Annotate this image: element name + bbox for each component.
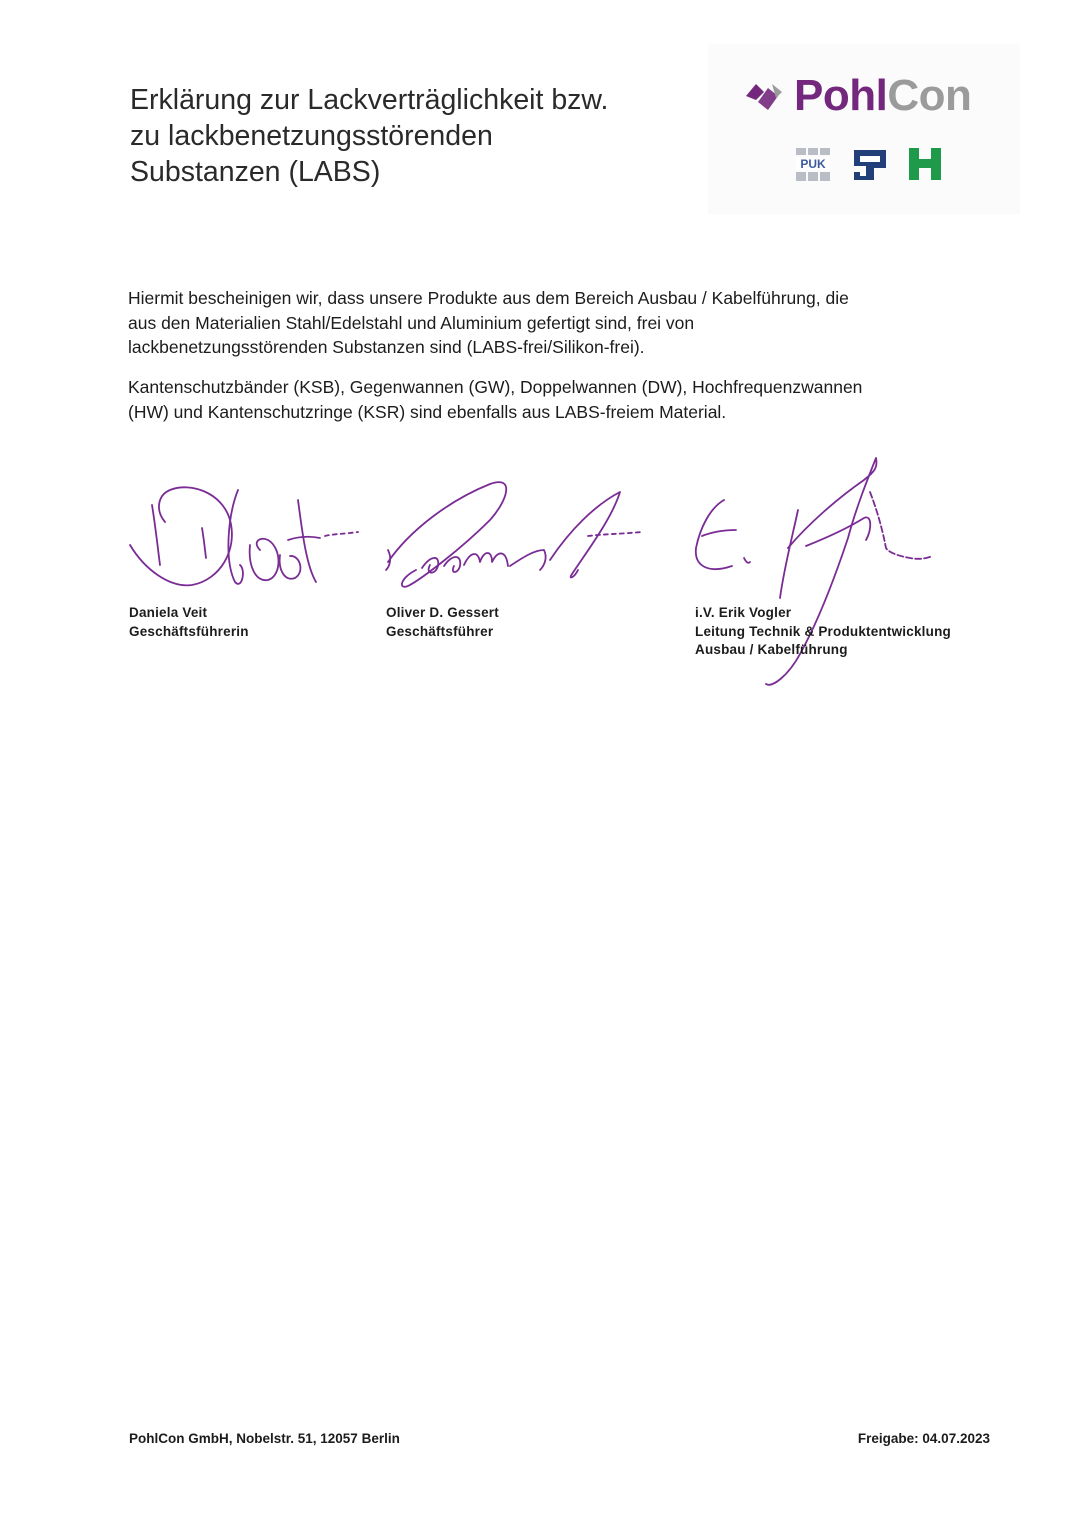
title-line: Substanzen (LABS) bbox=[130, 156, 381, 188]
signature-oliver-gessert bbox=[380, 470, 650, 595]
footer-release-date: Freigabe: 04.07.2023 bbox=[857, 1431, 990, 1446]
paragraph-line: Hiermit bescheinigen wir, dass unsere Produkte aus dem Bereich Ausbau / Kabelführung, die bbox=[128, 288, 849, 308]
title-line: Erklärung zur Lackverträglichkeit bzw. bbox=[130, 84, 609, 116]
document-title bbox=[130, 82, 690, 190]
paragraph-labs-free bbox=[128, 286, 978, 360]
signatory-name: Daniela Veit bbox=[129, 605, 208, 620]
paragraph-accessories bbox=[128, 375, 978, 424]
pohlcon-logo bbox=[794, 68, 971, 124]
sp-logo bbox=[852, 146, 888, 182]
paragraph-line: Kantenschutzbänder (KSB), Gegenwannen (GW), Doppelwannen (DW), Hochfrequenzwannen bbox=[128, 377, 863, 397]
paragraph-line: lackbenetzungsstörenden Substanzen sind (LABS-frei/Silikon-frei). bbox=[128, 337, 645, 357]
paragraph-line: aus den Materialien Stahl/Edelstahl und Aluminium gefertigt sind, frei von bbox=[128, 312, 695, 333]
signatory-2 bbox=[386, 604, 499, 641]
signatory-role: Leitung Technik & Produktentwicklung bbox=[695, 623, 951, 639]
puk-logo bbox=[796, 148, 832, 182]
signatory-role: Geschäftsführer bbox=[386, 623, 494, 639]
h-logo bbox=[907, 146, 943, 182]
puk-text: PUK bbox=[800, 157, 826, 171]
signatory-3 bbox=[695, 604, 951, 660]
signatory-name: Oliver D. Gessert bbox=[386, 605, 499, 620]
signatory-1 bbox=[129, 604, 249, 641]
footer-address: PohlCon GmbH, Nobelstr. 51, 12057 Berlin bbox=[129, 1431, 400, 1446]
signature-daniela-veit bbox=[120, 470, 370, 600]
signatory-role: Ausbau / Kabelführung bbox=[695, 642, 848, 657]
logo-name-part1: Pohl bbox=[794, 71, 888, 120]
title-line: zu lackbenetzungsstörenden bbox=[130, 120, 493, 152]
paragraph-line: (HW) und Kantenschutzringe (KSR) sind ebenfalls aus LABS-freiem Material. bbox=[128, 401, 727, 422]
signatory-name: i.V. Erik Vogler bbox=[695, 605, 792, 620]
pohlcon-mark-icon bbox=[742, 78, 784, 116]
logo-name-part2: Con bbox=[887, 71, 972, 120]
signatory-role: Geschäftsführerin bbox=[129, 623, 249, 639]
